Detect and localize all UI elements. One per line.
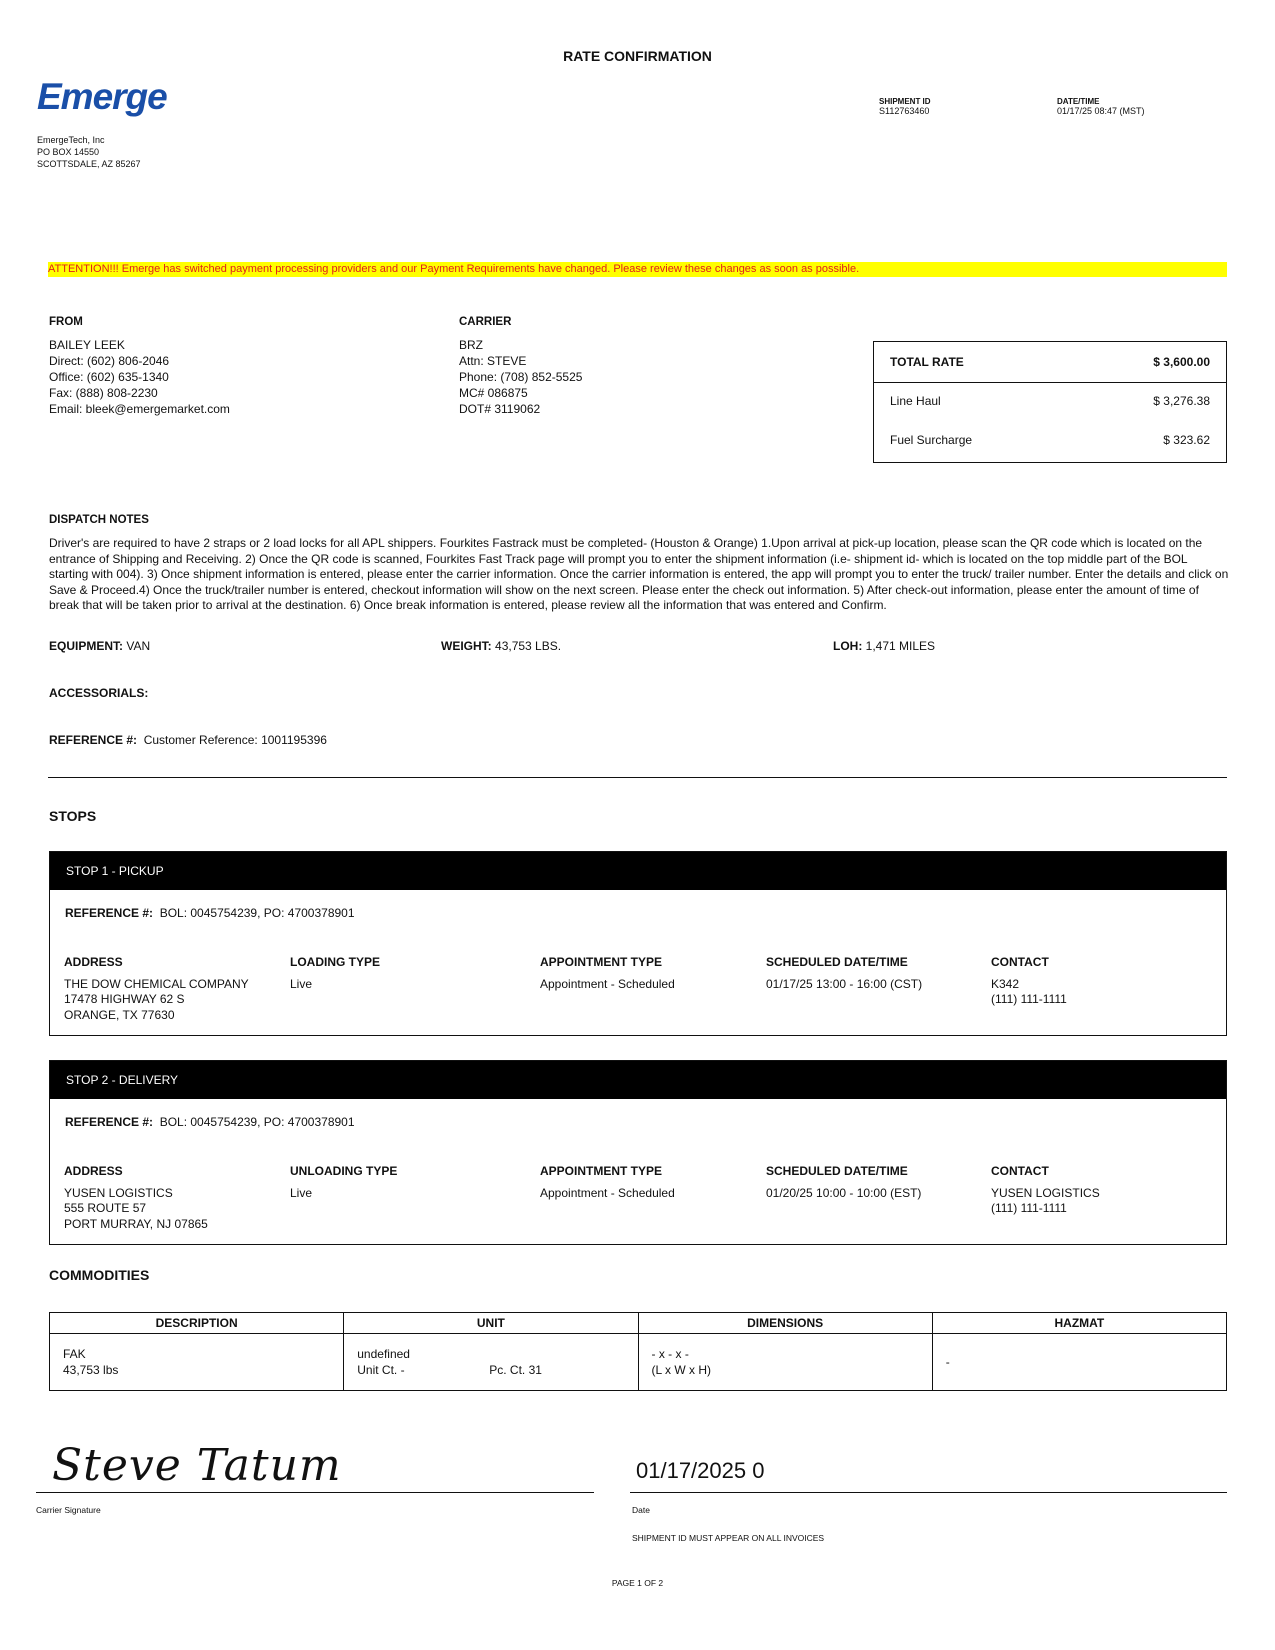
datetime-label: DATE/TIME	[1057, 97, 1100, 106]
description-weight: 43,753 lbs	[63, 1363, 119, 1377]
stop-card-pickup	[49, 851, 1227, 1036]
stop-contact	[991, 955, 1067, 1008]
column-header-unit: UNIT	[344, 1313, 638, 1334]
scheduled-value: 01/20/25 10:00 - 10:00 (EST)	[766, 1185, 922, 1200]
dispatch-notes-text: Driver's are required to have 2 straps or 2 load locks for all APL shippers. Fourkites Fastrack must be completed- (Houston & Orange) 1.Upon arrival at pick-up location, please scan the QR code which is located on the entrance of Shipping and Receiving. 2) Once the QR code is scanned, Fourkites Fast Track page will prompt you to enter the shipment information (i.e- shipment id- which is located on the top middle part of the BOL starting with 004). 3) Once shipment information is entered, please enter the carrier information. Once the carrier information is entered, the app will prompt you to enter the truck/ trailer number. Enter the details and click on Save & Proceed.4) Once the truck/trailer number is entered, checkout information will show on the next screen. Please enter the check out information. 5) After check-out information, please enter the amount of time of break that will be taken prior to arrival at the destination. 6) Once break information is entered, please review all the information that was entered and Confirm.	[49, 536, 1229, 612]
datetime-block	[1057, 97, 1145, 116]
cell-unit	[344, 1334, 638, 1391]
address-line: THE DOW CHEMICAL COMPANY	[64, 976, 249, 991]
table-header-row	[50, 1313, 1227, 1334]
cell-description	[50, 1334, 344, 1391]
address-line: PORT MURRAY, NJ 07865	[64, 1216, 208, 1231]
total-rate-label: TOTAL RATE	[890, 355, 964, 369]
dimensions-value: - x - x -	[651, 1347, 689, 1361]
carrier-signature-label: Carrier Signature	[36, 1505, 101, 1515]
company-address-line2: SCOTTSDALE, AZ 85267	[37, 159, 141, 169]
emerge-logo: Emerge	[37, 76, 167, 117]
loh-value: 1,471 MILES	[865, 639, 936, 653]
contact-label: CONTACT	[991, 1164, 1049, 1178]
datetime-value: 01/17/25 08:47 (MST)	[1057, 106, 1145, 116]
from-label: FROM	[49, 316, 83, 328]
document-title: RATE CONFIRMATION	[563, 48, 712, 64]
carrier-phone: Phone: (708) 852-5525	[459, 370, 583, 384]
stop-reference-value: BOL: 0045754239, PO: 4700378901	[159, 1115, 355, 1129]
address-line: ORANGE, TX 77630	[64, 1007, 175, 1022]
stop-header: STOP 2 - DELIVERY	[50, 1061, 1226, 1099]
appointment-type-label: APPOINTMENT TYPE	[540, 955, 663, 969]
stop-reference	[65, 1115, 355, 1129]
stop-address	[64, 955, 249, 1023]
reference-field	[49, 733, 327, 747]
reference-value: Customer Reference: 1001195396	[143, 733, 327, 747]
address-line: YUSEN LOGISTICS	[64, 1185, 173, 1200]
company-address	[37, 134, 141, 170]
stop-address	[64, 1164, 208, 1232]
stops-heading: STOPS	[49, 808, 97, 824]
unit-count: Unit Ct. -	[357, 1363, 405, 1377]
signature-line	[36, 1492, 594, 1493]
invoice-note: SHIPMENT ID MUST APPEAR ON ALL INVOICES	[632, 1533, 825, 1543]
stop-reference-value: BOL: 0045754239, PO: 4700378901	[159, 906, 355, 920]
from-direct: Direct: (602) 806-2046	[49, 354, 170, 368]
equipment-value: VAN	[126, 639, 151, 653]
reference-label: REFERENCE #:	[49, 733, 138, 747]
contact-line: (111) 111-1111	[991, 1201, 1067, 1215]
cell-hazmat: -	[932, 1334, 1226, 1391]
address-label: ADDRESS	[64, 955, 123, 969]
commodities-heading: COMMODITIES	[49, 1267, 150, 1283]
cell-dimensions	[638, 1334, 932, 1391]
from-fax: Fax: (888) 808-2230	[49, 386, 158, 400]
stop-reference	[65, 906, 355, 920]
weight-field	[441, 639, 561, 653]
carrier-dot: DOT# 3119062	[459, 402, 541, 416]
shipment-id-block	[879, 97, 931, 116]
from-details	[49, 337, 230, 417]
rate-divider	[874, 382, 1226, 383]
column-header-description: DESCRIPTION	[50, 1313, 344, 1334]
fuel-value: $ 323.62	[1163, 433, 1210, 447]
contact-label: CONTACT	[991, 955, 1049, 969]
total-rate-row	[874, 355, 1226, 369]
weight-value: 43,753 LBS.	[495, 639, 562, 653]
stop-unloading-type	[290, 1164, 397, 1201]
appointment-type-value: Appointment - Scheduled	[540, 976, 675, 991]
contact-line: (111) 111-1111	[991, 992, 1067, 1006]
loh-field	[833, 639, 935, 653]
carrier-name: BRZ	[459, 338, 483, 352]
date-line	[630, 1492, 1227, 1493]
appointment-type-value: Appointment - Scheduled	[540, 1185, 675, 1200]
loh-label: LOH:	[833, 639, 863, 653]
stop-card-delivery	[49, 1060, 1227, 1245]
unit-counts	[357, 1362, 624, 1378]
stop-contact	[991, 1164, 1100, 1217]
loading-type-label: LOADING TYPE	[290, 955, 381, 969]
scheduled-value: 01/17/25 13:00 - 16:00 (CST)	[766, 976, 923, 991]
weight-label: WEIGHT:	[441, 639, 492, 653]
address-line: 17478 HIGHWAY 62 S	[64, 992, 185, 1006]
description-line: FAK	[63, 1347, 86, 1361]
stop-loading-type	[290, 955, 380, 992]
address-label: ADDRESS	[64, 1164, 123, 1178]
dispatch-notes-label: DISPATCH NOTES	[49, 514, 149, 526]
equipment-field	[49, 639, 150, 653]
carrier-attn: Attn: STEVE	[459, 354, 527, 368]
company-name: EmergeTech, Inc	[37, 135, 105, 145]
unloading-type-value: Live	[290, 1185, 313, 1200]
stop-scheduled	[766, 1164, 921, 1201]
shipment-id-value: S112763460	[879, 106, 930, 116]
accessorials-label: ACCESSORIALS:	[49, 686, 149, 700]
stop-reference-label: REFERENCE #:	[65, 906, 154, 920]
linehaul-value: $ 3,276.38	[1153, 394, 1210, 408]
stop-appointment-type	[540, 1164, 675, 1201]
fuel-row	[874, 433, 1226, 447]
address-line: 555 ROUTE 57	[64, 1201, 147, 1215]
scheduled-label: SCHEDULED DATE/TIME	[766, 1164, 908, 1178]
appointment-type-label: APPOINTMENT TYPE	[540, 1164, 663, 1178]
fuel-label: Fuel Surcharge	[890, 433, 973, 447]
unloading-type-label: UNLOADING TYPE	[290, 1164, 398, 1178]
stop-appointment-type	[540, 955, 675, 992]
stop-scheduled	[766, 955, 922, 992]
contact-line: K342	[991, 976, 1020, 991]
scheduled-label: SCHEDULED DATE/TIME	[766, 955, 908, 969]
from-office: Office: (602) 635-1340	[49, 370, 169, 384]
linehaul-row	[874, 394, 1226, 408]
page-number: PAGE 1 OF 2	[611, 1578, 664, 1588]
linehaul-label: Line Haul	[890, 394, 941, 408]
rate-box	[873, 341, 1227, 463]
attention-banner: ATTENTION!!! Emerge has switched payment processing providers and our Payment Requirements have changed. Please review these changes as soon as possible.	[48, 262, 1227, 277]
column-header-dimensions: DIMENSIONS	[638, 1313, 932, 1334]
column-header-hazmat: HAZMAT	[932, 1313, 1226, 1334]
signature-date-value: 01/17/2025 0	[636, 1458, 765, 1483]
shipment-id-label: SHIPMENT ID	[879, 97, 931, 106]
unit-line: undefined	[357, 1347, 410, 1361]
carrier-signature-image: Steve Tatum	[52, 1440, 342, 1491]
equipment-label: EQUIPMENT:	[49, 639, 124, 653]
contact-line: YUSEN LOGISTICS	[991, 1185, 1100, 1200]
company-address-line1: PO BOX 14550	[37, 147, 100, 157]
from-email: Email: bleek@emergemarket.com	[49, 402, 230, 416]
dimensions-legend: (L x W x H)	[651, 1363, 712, 1377]
carrier-details	[459, 337, 582, 417]
from-name: BAILEY LEEK	[49, 338, 125, 352]
carrier-mc: MC# 086875	[459, 386, 528, 400]
date-label: Date	[632, 1505, 650, 1515]
total-rate-value: $ 3,600.00	[1153, 355, 1210, 369]
table-row	[50, 1334, 1227, 1391]
section-divider	[48, 777, 1227, 778]
commodities-table	[49, 1312, 1227, 1391]
loading-type-value: Live	[290, 976, 313, 991]
carrier-label: CARRIER	[459, 316, 512, 328]
stop-reference-label: REFERENCE #:	[65, 1115, 154, 1129]
stop-header: STOP 1 - PICKUP	[50, 852, 1226, 890]
piece-count: Pc. Ct. 31	[489, 1363, 542, 1377]
